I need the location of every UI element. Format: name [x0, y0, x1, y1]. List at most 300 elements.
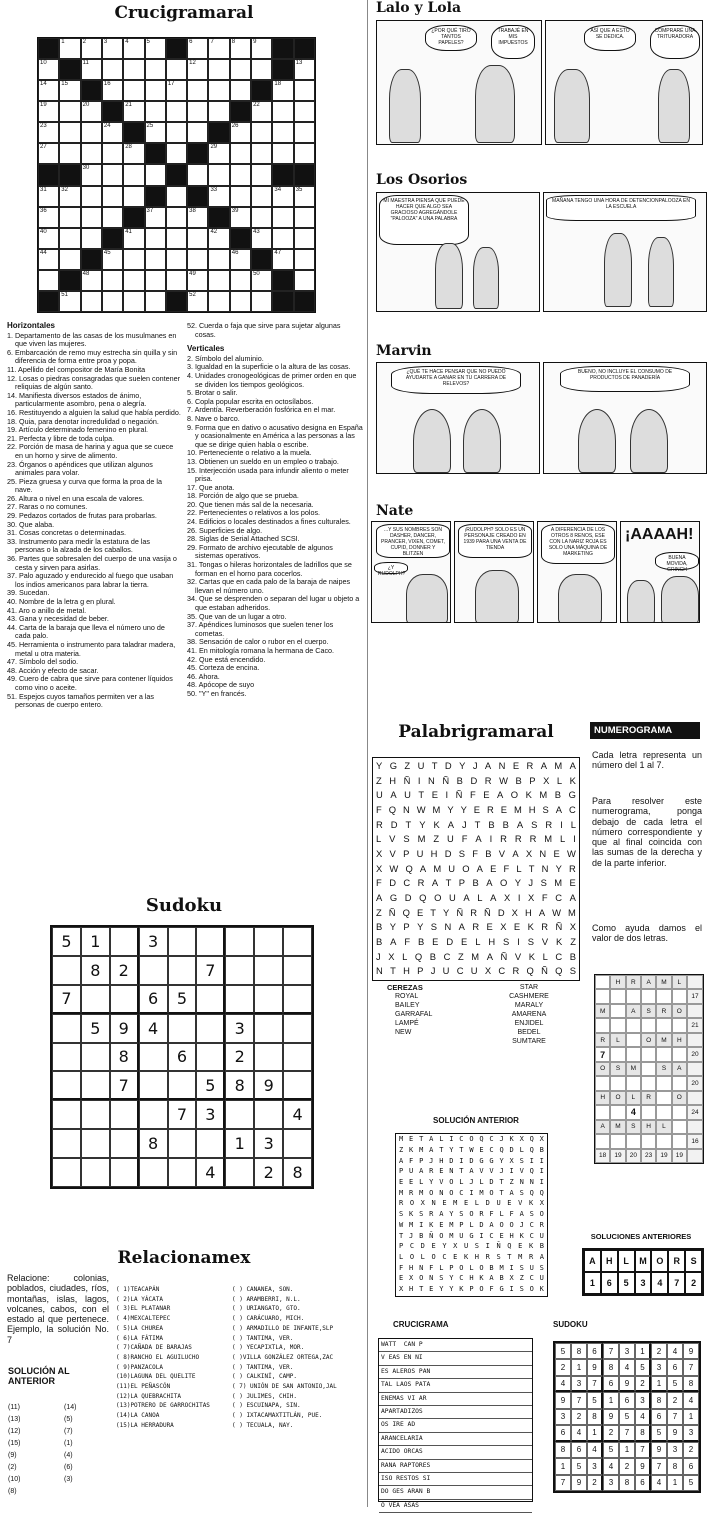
sudoku-cell[interactable] [168, 956, 197, 985]
sudoku-cell[interactable] [225, 1158, 254, 1187]
sudoku-cell[interactable]: 8 [225, 1071, 254, 1100]
sudoku-cell[interactable] [196, 1014, 225, 1043]
crossword-cell[interactable] [166, 270, 187, 291]
crossword-cell[interactable] [272, 186, 293, 207]
sudoku-cell[interactable] [52, 1014, 81, 1043]
sudoku-cell[interactable] [81, 1100, 110, 1129]
state-item[interactable]: ( ) ARMADILLO DE INFANTE,SLP [232, 1324, 334, 1332]
numerograma-cell[interactable] [672, 989, 687, 1003]
letter: N [539, 847, 547, 859]
crossword-cell[interactable] [145, 122, 166, 143]
crossword-cell[interactable] [294, 186, 315, 207]
crossword-cell[interactable] [102, 207, 123, 228]
crossword-cell[interactable] [230, 143, 251, 164]
crossword-cell[interactable] [38, 207, 59, 228]
crossword-cell[interactable] [294, 59, 315, 80]
crossword-cell[interactable] [145, 59, 166, 80]
crossword-grid[interactable] [37, 37, 316, 313]
crossword-cell[interactable] [38, 186, 59, 207]
crossword-cell[interactable] [187, 101, 208, 122]
crossword-cell[interactable] [294, 80, 315, 101]
crossword-cell[interactable] [166, 122, 187, 143]
crossword-cell[interactable] [59, 291, 80, 312]
crossword-cell[interactable] [208, 38, 229, 59]
crossword-cell[interactable] [230, 249, 251, 270]
crossword-cell[interactable] [123, 249, 144, 270]
crossword-cell[interactable] [166, 59, 187, 80]
sudoku-cell[interactable]: 9 [110, 1014, 139, 1043]
sudoku-cell[interactable] [225, 1100, 254, 1129]
crossword-cell[interactable] [251, 291, 272, 312]
numerograma-cell[interactable]: 20 [687, 1047, 703, 1061]
crossword-cell[interactable] [102, 270, 123, 291]
state-item[interactable]: ( ) CARÁCUARO, MICH. [232, 1315, 305, 1323]
numerograma-cell[interactable] [687, 1149, 703, 1163]
crossword-cell[interactable] [145, 270, 166, 291]
crossword-cell[interactable] [102, 143, 123, 164]
crossword-cell[interactable] [123, 38, 144, 59]
crossword-cell[interactable] [102, 291, 123, 312]
crossword-cell[interactable] [38, 270, 59, 291]
crossword-cell[interactable] [208, 249, 229, 270]
sudoku-cell[interactable] [283, 1043, 312, 1072]
state-item[interactable]: ( ) ESCUINAPA, SIN. [232, 1402, 301, 1410]
character-osorio [604, 233, 632, 307]
character-santa [406, 574, 448, 623]
crossword-cell[interactable] [272, 80, 293, 101]
sudoku-cell[interactable] [254, 927, 283, 956]
crossword-cell[interactable] [187, 122, 208, 143]
sudoku-cell[interactable] [139, 956, 168, 985]
cell-number: 51 [61, 291, 68, 298]
numerograma-cell[interactable]: 20 [687, 1076, 703, 1090]
crossword-cell[interactable] [81, 207, 102, 228]
crossword-cell[interactable] [208, 291, 229, 312]
numerograma-cell[interactable] [595, 989, 610, 1003]
state-item[interactable]: ( ) TECUALA, NAY. [232, 1421, 294, 1429]
crossword-cell[interactable] [81, 270, 102, 291]
letter: R [512, 965, 520, 977]
crossword-cell[interactable] [123, 101, 144, 122]
crossword-cell[interactable] [187, 270, 208, 291]
sudoku-cell[interactable] [139, 1043, 168, 1072]
numerograma-cell[interactable] [626, 1018, 641, 1032]
crossword-cell[interactable] [38, 59, 59, 80]
crossword-cell[interactable] [294, 249, 315, 270]
sudoku-cell[interactable] [254, 956, 283, 985]
crossword-cell[interactable] [272, 249, 293, 270]
letter: V [479, 1167, 484, 1176]
crossword-cell[interactable] [208, 143, 229, 164]
crossword-cell[interactable] [38, 228, 59, 249]
crossword-cell[interactable] [187, 291, 208, 312]
crossword-cell[interactable] [145, 80, 166, 101]
crossword-cell[interactable] [145, 207, 166, 228]
numerograma-cell[interactable] [595, 1105, 610, 1119]
crossword-cell[interactable] [230, 38, 251, 59]
sudoku-cell[interactable] [196, 985, 225, 1014]
numerograma-cell[interactable] [641, 1105, 656, 1119]
sudoku-cell[interactable] [139, 1100, 168, 1129]
numerograma-cell[interactable] [672, 1047, 687, 1061]
numerograma-cell[interactable] [610, 1134, 625, 1148]
crossword-cell[interactable] [208, 101, 229, 122]
sudoku-cell[interactable]: 6 [139, 985, 168, 1014]
crossword-cell[interactable] [208, 59, 229, 80]
sudoku-cell[interactable]: 7 [52, 985, 81, 1014]
crossword-cell[interactable] [102, 59, 123, 80]
sudoku-cell[interactable] [254, 1014, 283, 1043]
crossword-cell[interactable] [59, 207, 80, 228]
crossword-cell[interactable] [187, 207, 208, 228]
sudoku-cell[interactable]: 2 [225, 1043, 254, 1072]
sudoku-cell[interactable] [196, 927, 225, 956]
sudoku-cell[interactable] [168, 1071, 197, 1100]
numerograma-cell[interactable]: 21 [687, 1018, 703, 1032]
crossword-cell[interactable] [59, 143, 80, 164]
numerograma-grid[interactable] [594, 974, 704, 1164]
numerograma-cell[interactable] [610, 1018, 625, 1032]
sudoku-cell[interactable] [139, 1071, 168, 1100]
numerograma-cell[interactable]: 19 [656, 1149, 671, 1163]
numerograma-cell[interactable] [641, 1018, 656, 1032]
numerograma-cell[interactable]: 7 [595, 1047, 610, 1061]
crossword-cell[interactable] [81, 59, 102, 80]
numerograma-cell[interactable] [641, 1134, 656, 1148]
crossword-cell[interactable] [294, 270, 315, 291]
crossword-cell[interactable] [81, 38, 102, 59]
sudoku-cell[interactable] [139, 1158, 168, 1187]
crossword-cell[interactable] [123, 270, 144, 291]
sudoku-cell[interactable] [254, 1043, 283, 1072]
crossword-cell[interactable] [166, 80, 187, 101]
crossword-cell[interactable] [81, 291, 102, 312]
numerograma-cell[interactable] [626, 989, 641, 1003]
numerograma-cell[interactable] [641, 1047, 656, 1061]
crossword-cell[interactable] [230, 164, 251, 185]
sudoku-cell[interactable]: 3 [139, 927, 168, 956]
crossword-cell[interactable] [145, 164, 166, 185]
crossword-cell[interactable] [166, 228, 187, 249]
wordsearch-prev-title: SOLUCIÓN ANTERIOR [433, 1116, 519, 1125]
numerograma-cell[interactable]: 23 [641, 1149, 656, 1163]
sudoku-cell[interactable]: 7 [110, 1071, 139, 1100]
state-item[interactable]: ( ) CANANEA, SON. [232, 1286, 294, 1293]
crossword-cell[interactable] [102, 186, 123, 207]
crossword-cell[interactable] [166, 101, 187, 122]
crossword-cell[interactable] [59, 249, 80, 270]
numerograma-cell[interactable] [610, 989, 625, 1003]
sudoku-cell[interactable]: 1 [81, 927, 110, 956]
sudoku-cell[interactable] [52, 1129, 81, 1158]
sudoku-cell[interactable] [283, 956, 312, 985]
sudoku-cell[interactable] [225, 985, 254, 1014]
sudoku-cell[interactable] [225, 956, 254, 985]
sudoku-cell[interactable]: 3 [196, 1100, 225, 1129]
crossword-cell[interactable] [166, 207, 187, 228]
sudoku-cell[interactable] [283, 1071, 312, 1100]
sudoku-cell[interactable] [52, 1071, 81, 1100]
numerograma-cell[interactable] [641, 1076, 656, 1090]
crossword-cell[interactable] [294, 143, 315, 164]
crossword-cell[interactable] [187, 38, 208, 59]
numerograma-cell[interactable]: 4 [626, 1105, 641, 1119]
crossword-cell[interactable] [294, 228, 315, 249]
crossword-cell[interactable] [251, 270, 272, 291]
letter: B [515, 774, 522, 786]
crossword-cell[interactable] [251, 122, 272, 143]
numerograma-cell[interactable] [610, 1076, 625, 1090]
numerograma-cell[interactable] [595, 1134, 610, 1148]
sudoku-cell[interactable] [283, 1129, 312, 1158]
crossword-cell[interactable] [145, 228, 166, 249]
sudoku-cell[interactable] [52, 1043, 81, 1072]
numerograma-cell[interactable]: 20 [626, 1149, 641, 1163]
sudoku-cell[interactable]: 2 [254, 1158, 283, 1187]
crossword-cell[interactable] [59, 122, 80, 143]
numerograma-cell[interactable] [595, 1076, 610, 1090]
crossword-cell[interactable] [166, 186, 187, 207]
crossword-cell[interactable] [59, 38, 80, 59]
state-item[interactable]: ( )VILLA GONZÁLEZ ORTEGA,ZAC [232, 1353, 334, 1361]
sudoku-cell[interactable]: 5 [168, 985, 197, 1014]
sudoku-cell[interactable] [81, 1129, 110, 1158]
sudoku-cell[interactable]: 9 [254, 1071, 283, 1100]
sudoku-cell[interactable] [110, 985, 139, 1014]
crossword-cell[interactable] [59, 80, 80, 101]
crossword-cell[interactable] [145, 291, 166, 312]
sudoku-cell[interactable] [110, 927, 139, 956]
crossword-cell[interactable] [166, 143, 187, 164]
sudoku-cell[interactable]: 8 [110, 1043, 139, 1072]
numerograma-cell[interactable] [672, 1105, 687, 1119]
state-item[interactable]: ( 7) UNIÓN DE SAN ANTONIO,JAL [232, 1383, 337, 1391]
numerograma-cell[interactable] [672, 1134, 687, 1148]
crossword-cell[interactable] [251, 59, 272, 80]
sudoku-cell[interactable]: 4 [283, 1100, 312, 1129]
wordsearch-grid[interactable] [372, 757, 580, 981]
sudoku-cell[interactable]: 7 [168, 1100, 197, 1129]
letter: L [516, 862, 522, 874]
sudoku-cell[interactable] [283, 985, 312, 1014]
sudoku-cell[interactable] [81, 1158, 110, 1187]
crossword-cell[interactable] [230, 59, 251, 80]
crossword-cell[interactable] [102, 164, 123, 185]
sudoku-cell[interactable] [196, 1043, 225, 1072]
sudoku-cell[interactable]: 8 [139, 1129, 168, 1158]
numerograma-cell[interactable] [672, 1076, 687, 1090]
numerograma-cell[interactable] [656, 1076, 671, 1090]
crossword-cell[interactable] [123, 228, 144, 249]
crossword-cell[interactable] [272, 228, 293, 249]
sudoku-cell[interactable] [225, 927, 254, 956]
crossword-cell[interactable] [187, 59, 208, 80]
crossword-cell[interactable] [230, 291, 251, 312]
crossword-cell[interactable] [294, 101, 315, 122]
crossword-cell[interactable] [81, 228, 102, 249]
crossword-cell[interactable] [272, 101, 293, 122]
crossword-cell[interactable] [251, 228, 272, 249]
sudoku-cell[interactable]: 4 [196, 1158, 225, 1187]
numerograma-cell[interactable] [672, 1018, 687, 1032]
sudoku-cell[interactable] [168, 1158, 197, 1187]
letter: E [499, 1231, 504, 1240]
crossword-cell[interactable] [251, 143, 272, 164]
crossword-cell[interactable] [123, 143, 144, 164]
crossword-cell[interactable] [59, 228, 80, 249]
crossword-cell[interactable] [38, 122, 59, 143]
crossword-cell[interactable] [230, 80, 251, 101]
crossword-cell[interactable] [208, 164, 229, 185]
numerograma-cell[interactable] [656, 1105, 671, 1119]
numerograma-cell[interactable]: 16 [687, 1134, 703, 1148]
crossword-cell[interactable] [230, 270, 251, 291]
crossword-cell[interactable] [187, 164, 208, 185]
numerograma-cell[interactable] [656, 1047, 671, 1061]
numerograma-cell[interactable] [595, 1018, 610, 1032]
crossword-cell[interactable] [38, 143, 59, 164]
sudoku-cell[interactable]: 4 [139, 1014, 168, 1043]
numerograma-cell: M [595, 1004, 610, 1018]
crossword-cell[interactable] [38, 101, 59, 122]
crossword-cell[interactable] [230, 122, 251, 143]
crossword-cell[interactable] [251, 101, 272, 122]
sudoku-cell[interactable] [110, 1100, 139, 1129]
numerograma-cell[interactable]: 19 [672, 1149, 687, 1163]
crossword-cell[interactable] [102, 80, 123, 101]
crossword-cell[interactable] [81, 122, 102, 143]
numerograma-cell[interactable] [610, 1105, 625, 1119]
letter: N [439, 1188, 444, 1197]
numerograma-cell[interactable] [610, 1047, 625, 1061]
sudoku-cell[interactable]: 7 [196, 956, 225, 985]
sudoku-cell[interactable] [81, 1043, 110, 1072]
crossword-cell[interactable] [123, 291, 144, 312]
sudoku-grid[interactable] [50, 925, 314, 1189]
crossword-cell[interactable] [251, 186, 272, 207]
crossword-cell[interactable] [81, 164, 102, 185]
numerograma-cell[interactable]: 19 [610, 1149, 625, 1163]
state-item[interactable]: ( ) ARAMBERRI, N.L. [232, 1295, 301, 1303]
crossword-cell[interactable] [145, 38, 166, 59]
crossword-cell[interactable] [230, 186, 251, 207]
crossword-cell[interactable] [187, 80, 208, 101]
letter: H [528, 803, 536, 815]
crossword-cell[interactable] [294, 207, 315, 228]
sudoku-cell[interactable] [168, 1129, 197, 1158]
numerograma-cell[interactable] [626, 1076, 641, 1090]
crossword-cell[interactable] [59, 101, 80, 122]
crossword-cell[interactable] [272, 122, 293, 143]
crossword-cell[interactable] [251, 207, 272, 228]
state-item[interactable]: ( ) IXTACAMAXTITLÁN, PUE. [232, 1412, 323, 1420]
crossword-cell[interactable] [123, 164, 144, 185]
numerograma-cell[interactable] [656, 1018, 671, 1032]
state-item[interactable]: ( ) YECAPIXTLA, MOR. [232, 1344, 305, 1352]
crossword-cell[interactable] [123, 80, 144, 101]
crossword-cell[interactable] [59, 186, 80, 207]
crossword-cell[interactable] [102, 38, 123, 59]
state-item[interactable]: ( ) JULIMES, CHIH. [232, 1392, 298, 1400]
relacionamex-states[interactable] [232, 1285, 366, 1431]
crossword-cell[interactable] [102, 122, 123, 143]
state-item[interactable]: ( ) URIANGATO, GTO. [232, 1305, 301, 1313]
sudoku-cell[interactable] [81, 1071, 110, 1100]
sudoku-cell[interactable]: 8 [81, 956, 110, 985]
crossword-cell[interactable] [145, 101, 166, 122]
sudoku-cell[interactable] [168, 927, 197, 956]
sudoku-cell[interactable] [168, 1014, 197, 1043]
crossword-cell[interactable] [38, 249, 59, 270]
numerograma-cell[interactable] [656, 1134, 671, 1148]
sudoku-cell[interactable]: 5 [52, 927, 81, 956]
sudoku-cell[interactable] [283, 1014, 312, 1043]
crossword-cell[interactable] [208, 80, 229, 101]
sudoku-cell[interactable] [81, 985, 110, 1014]
state-item[interactable]: ( ) TANTIMA, VER. [232, 1334, 294, 1342]
numerograma-cell[interactable]: 18 [595, 1149, 610, 1163]
numerograma-cell[interactable] [626, 1134, 641, 1148]
state-item[interactable]: ( ) TANTIMA, VER. [232, 1363, 294, 1371]
crossword-cell[interactable] [38, 80, 59, 101]
sudoku-cell[interactable] [283, 927, 312, 956]
crossword-cell[interactable] [145, 249, 166, 270]
sudoku-cell[interactable]: 3 [225, 1014, 254, 1043]
crossword-cell[interactable] [102, 249, 123, 270]
crossword-cell[interactable] [187, 228, 208, 249]
sudoku-cell[interactable]: 5 [196, 1071, 225, 1100]
crossword-cell[interactable] [81, 101, 102, 122]
sudoku-cell[interactable]: 8 [283, 1158, 312, 1187]
sudoku-cell[interactable] [110, 1129, 139, 1158]
sudoku-cell[interactable] [52, 956, 81, 985]
numerograma-cell[interactable]: 17 [687, 989, 703, 1003]
crossword-cell[interactable] [272, 143, 293, 164]
crossword-cell[interactable] [123, 59, 144, 80]
sudoku-cell[interactable]: 2 [110, 956, 139, 985]
crossword-cell[interactable] [208, 186, 229, 207]
crossword-cell[interactable] [81, 186, 102, 207]
sudoku-cell[interactable] [254, 985, 283, 1014]
crossword-cell[interactable] [251, 164, 272, 185]
crossword-cell[interactable] [208, 228, 229, 249]
sudoku-cell[interactable] [52, 1158, 81, 1187]
crossword-cell[interactable] [81, 143, 102, 164]
crossword-cell[interactable] [251, 38, 272, 59]
state-item[interactable]: ( ) CALKINÍ, CAMP. [232, 1373, 298, 1381]
sudoku-cell[interactable]: 6 [168, 1043, 197, 1072]
numerograma-cell[interactable] [626, 1047, 641, 1061]
sudoku-cell[interactable] [110, 1158, 139, 1187]
sudoku-cell[interactable]: 1 [225, 1129, 254, 1158]
crossword-cell[interactable] [187, 249, 208, 270]
crossword-cell[interactable] [208, 270, 229, 291]
cell-number: 46 [231, 249, 239, 256]
sudoku-cell[interactable] [196, 1129, 225, 1158]
sudoku-cell[interactable]: 3 [254, 1129, 283, 1158]
numerograma-cell[interactable] [656, 989, 671, 1003]
sudoku-cell[interactable] [52, 1100, 81, 1129]
crossword-cell[interactable] [123, 186, 144, 207]
crossword-cell[interactable] [294, 122, 315, 143]
crossword-cell[interactable] [166, 249, 187, 270]
numerograma-cell[interactable] [641, 989, 656, 1003]
sudoku-cell[interactable] [254, 1100, 283, 1129]
numerograma-cell[interactable]: 24 [687, 1105, 703, 1119]
crossword-cell[interactable] [230, 207, 251, 228]
crossword-cell[interactable] [272, 207, 293, 228]
sudoku-cell[interactable]: 5 [81, 1014, 110, 1043]
